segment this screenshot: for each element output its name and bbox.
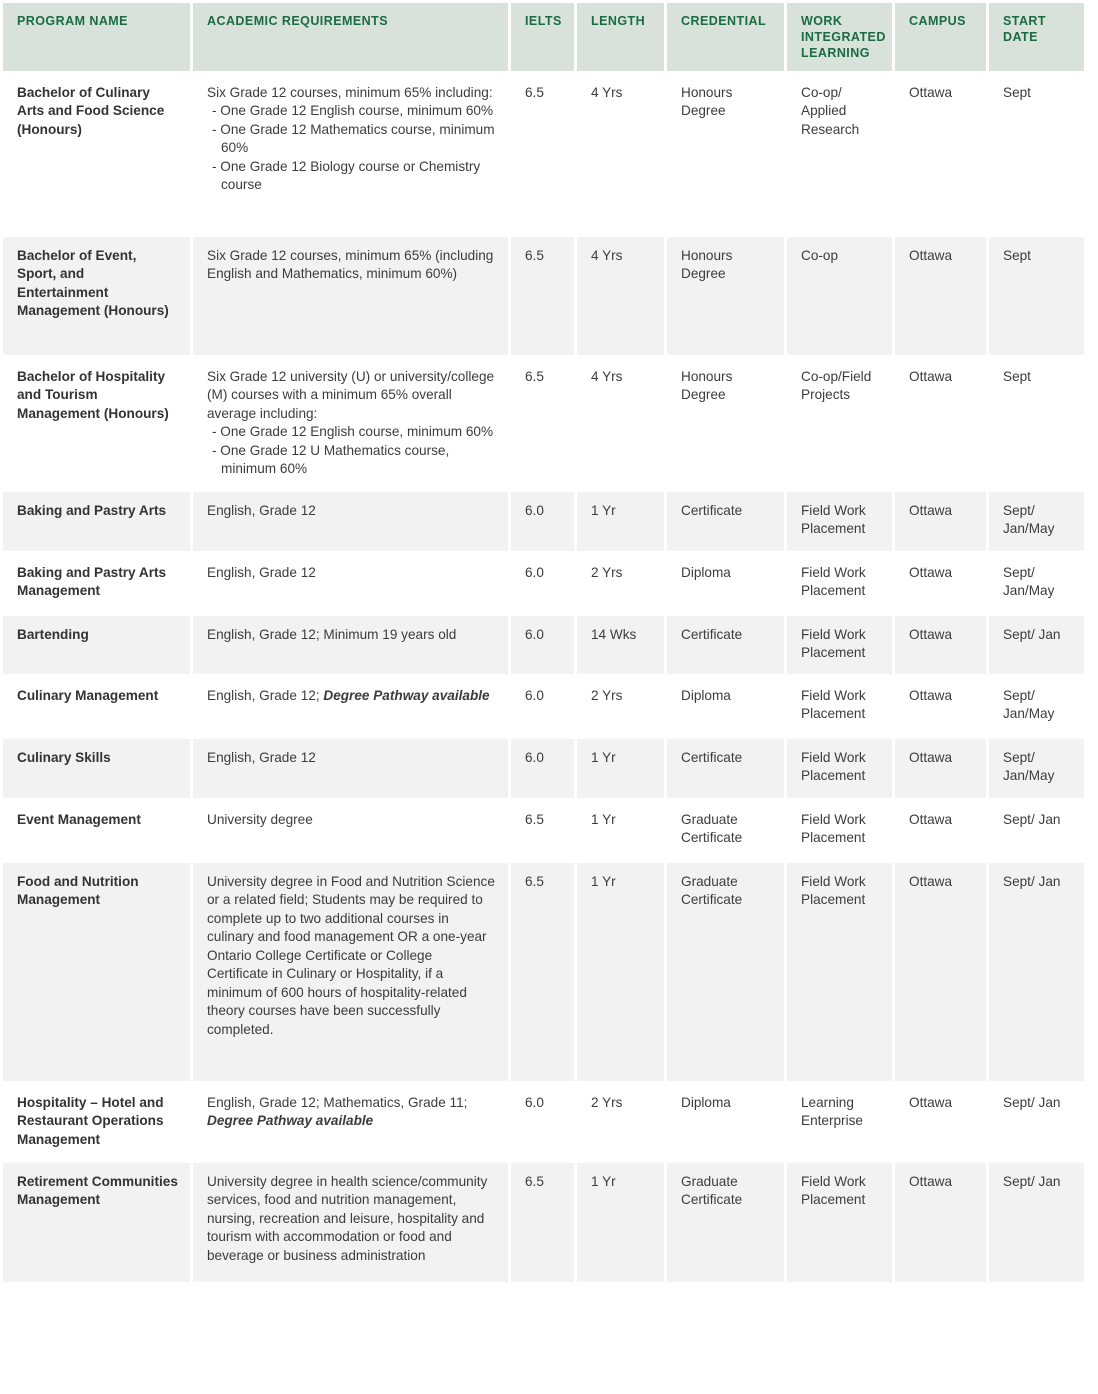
cell-start-date: Sept xyxy=(989,74,1084,234)
column-header-ielts: IELTS xyxy=(511,3,574,71)
column-header-campus: CAMPUS xyxy=(895,3,986,71)
requirements-list xyxy=(207,102,496,194)
cell-ielts: 6.5 xyxy=(511,863,574,1081)
cell-program-name: Baking and Pastry Arts Management xyxy=(3,554,190,613)
cell-academic-requirements xyxy=(193,801,508,860)
cell-campus: Ottawa xyxy=(895,801,986,860)
cell-ielts: 6.5 xyxy=(511,1163,574,1282)
table-row xyxy=(3,677,1084,736)
cell-ielts: 6.0 xyxy=(511,739,574,798)
degree-pathway-note: Degree Pathway available xyxy=(323,687,490,703)
cell-start-date: Sept/ Jan xyxy=(989,801,1084,860)
cell-program-name: Event Management xyxy=(3,801,190,860)
cell-work-integrated-learning: Learning Enterprise xyxy=(787,1084,892,1160)
column-header-work-integrated-learning: WORK INTEGRATED LEARNING xyxy=(787,3,892,71)
cell-work-integrated-learning: Field Work Placement xyxy=(787,739,892,798)
cell-work-integrated-learning: Co-op/Field Projects xyxy=(787,358,892,489)
cell-credential: Certificate xyxy=(667,616,784,674)
cell-length: 1 Yr xyxy=(577,492,664,551)
cell-start-date: Sept/ Jan xyxy=(989,1084,1084,1160)
requirements-list-item: - One Grade 12 English course, minimum 60% xyxy=(212,103,494,119)
cell-work-integrated-learning: Co-op/ Applied Research xyxy=(787,74,892,234)
requirements-text: English, Grade 12 xyxy=(207,502,316,518)
cell-credential: Certificate xyxy=(667,492,784,551)
table-header xyxy=(3,3,1084,71)
cell-ielts: 6.0 xyxy=(511,492,574,551)
cell-start-date: Sept/ Jan xyxy=(989,1163,1084,1282)
cell-program-name: Culinary Management xyxy=(3,677,190,736)
table-row xyxy=(3,863,1084,1081)
cell-ielts: 6.0 xyxy=(511,616,574,674)
cell-program-name: Hospitality – Hotel and Restaurant Operations Management xyxy=(3,1084,190,1160)
cell-academic-requirements xyxy=(193,492,508,551)
cell-length: 1 Yr xyxy=(577,1163,664,1282)
cell-program-name: Food and Nutrition Management xyxy=(3,863,190,1081)
cell-credential: Honours Degree xyxy=(667,237,784,355)
table-row xyxy=(3,1163,1084,1282)
degree-pathway-note: Degree Pathway available xyxy=(207,1113,374,1129)
requirements-text: Six Grade 12 courses, minimum 65% (including English and Mathematics, minimum 60%) xyxy=(207,248,494,282)
cell-campus: Ottawa xyxy=(895,74,986,234)
cell-ielts: 6.5 xyxy=(511,237,574,355)
cell-program-name: Bachelor of Event, Sport, and Entertainment Management (Honours) xyxy=(3,237,190,355)
table-row xyxy=(3,1084,1084,1160)
requirements-list-item: - One Grade 12 Biology course or Chemistry course xyxy=(212,158,481,193)
cell-ielts: 6.5 xyxy=(511,358,574,489)
table-body xyxy=(3,74,1084,1282)
cell-length: 14 Wks xyxy=(577,616,664,674)
table-row xyxy=(3,554,1084,613)
requirements-list-item: - One Grade 12 Mathematics course, minimum 60% xyxy=(212,121,495,156)
cell-length: 4 Yrs xyxy=(577,74,664,234)
cell-start-date: Sept xyxy=(989,237,1084,355)
cell-start-date: Sept/ Jan/May xyxy=(989,677,1084,736)
requirements-text: English, Grade 12 xyxy=(207,564,316,580)
requirements-text: University degree in Food and Nutrition Science or a related field; Students may be required to complete up to two additional courses in culinary and food management OR a one-year Ontario College Certificate or College Certificate in Culinary or Hospitality, if a minimum of 600 hours of hospitality-related theory courses have been successfully completed. xyxy=(207,873,495,1037)
cell-start-date: Sept/ Jan/May xyxy=(989,554,1084,613)
cell-length: 1 Yr xyxy=(577,739,664,798)
requirements-text: University degree xyxy=(207,811,313,827)
cell-start-date: Sept xyxy=(989,358,1084,489)
requirements-text: English, Grade 12; Mathematics, Grade 11; Degree Pathway available xyxy=(207,1094,468,1129)
table-row xyxy=(3,801,1084,860)
cell-academic-requirements xyxy=(193,616,508,674)
table-row xyxy=(3,237,1084,355)
cell-campus: Ottawa xyxy=(895,1163,986,1282)
cell-program-name: Bachelor of Hospitality and Tourism Management (Honours) xyxy=(3,358,190,489)
cell-program-name: Retirement Communities Management xyxy=(3,1163,190,1282)
cell-academic-requirements xyxy=(193,677,508,736)
cell-length: 2 Yrs xyxy=(577,1084,664,1160)
cell-campus: Ottawa xyxy=(895,358,986,489)
cell-academic-requirements xyxy=(193,1084,508,1160)
cell-work-integrated-learning: Co-op xyxy=(787,237,892,355)
cell-start-date: Sept/ Jan/May xyxy=(989,492,1084,551)
cell-program-name: Bartending xyxy=(3,616,190,674)
requirements-text: English, Grade 12; Minimum 19 years old xyxy=(207,626,457,642)
requirements-list-item: - One Grade 12 English course, minimum 60% xyxy=(212,424,494,440)
cell-credential: Honours Degree xyxy=(667,74,784,234)
requirements-text: English, Grade 12; Degree Pathway available xyxy=(207,687,490,703)
cell-ielts: 6.0 xyxy=(511,1084,574,1160)
cell-ielts: 6.0 xyxy=(511,677,574,736)
cell-academic-requirements xyxy=(193,863,508,1081)
cell-work-integrated-learning: Field Work Placement xyxy=(787,677,892,736)
cell-campus: Ottawa xyxy=(895,237,986,355)
cell-length: 1 Yr xyxy=(577,801,664,860)
cell-campus: Ottawa xyxy=(895,739,986,798)
table-row xyxy=(3,616,1084,674)
cell-length: 1 Yr xyxy=(577,863,664,1081)
cell-length: 2 Yrs xyxy=(577,677,664,736)
cell-campus: Ottawa xyxy=(895,554,986,613)
header-row xyxy=(3,3,1084,71)
cell-credential: Certificate xyxy=(667,739,784,798)
cell-work-integrated-learning: Field Work Placement xyxy=(787,863,892,1081)
requirements-text: University degree in health science/community services, food and nutrition management, nursing, recreation and leisure, hospitality and tourism with accommodation or food and beverage or business administration xyxy=(207,1173,488,1263)
cell-credential: Diploma xyxy=(667,554,784,613)
cell-ielts: 6.0 xyxy=(511,554,574,613)
cell-work-integrated-learning: Field Work Placement xyxy=(787,801,892,860)
cell-start-date: Sept/ Jan xyxy=(989,863,1084,1081)
table-row xyxy=(3,74,1084,234)
cell-academic-requirements xyxy=(193,74,508,234)
cell-work-integrated-learning: Field Work Placement xyxy=(787,492,892,551)
requirements-text: Six Grade 12 university (U) or university/college (M) courses with a minimum 65% overall average including: xyxy=(207,369,495,421)
column-header-start-date: START DATE xyxy=(989,3,1084,71)
cell-campus: Ottawa xyxy=(895,616,986,674)
cell-ielts: 6.5 xyxy=(511,74,574,234)
cell-campus: Ottawa xyxy=(895,1084,986,1160)
cell-campus: Ottawa xyxy=(895,677,986,736)
column-header-credential: CREDENTIAL xyxy=(667,3,784,71)
column-header-program-name: PROGRAM NAME xyxy=(3,3,190,71)
cell-ielts: 6.5 xyxy=(511,801,574,860)
cell-credential: Graduate Certificate xyxy=(667,801,784,860)
cell-credential: Graduate Certificate xyxy=(667,1163,784,1282)
cell-program-name: Bachelor of Culinary Arts and Food Science (Honours) xyxy=(3,74,190,234)
column-header-length: LENGTH xyxy=(577,3,664,71)
table-row xyxy=(3,358,1084,489)
cell-credential: Honours Degree xyxy=(667,358,784,489)
requirements-text: English, Grade 12 xyxy=(207,749,316,765)
column-header-academic-requirements: ACADEMIC REQUIREMENTS xyxy=(193,3,508,71)
cell-length: 2 Yrs xyxy=(577,554,664,613)
cell-credential: Diploma xyxy=(667,1084,784,1160)
table-row xyxy=(3,492,1084,551)
cell-credential: Graduate Certificate xyxy=(667,863,784,1081)
cell-credential: Diploma xyxy=(667,677,784,736)
cell-academic-requirements xyxy=(193,237,508,355)
requirements-text: Six Grade 12 courses, minimum 65% including: xyxy=(207,85,493,100)
cell-work-integrated-learning: Field Work Placement xyxy=(787,554,892,613)
cell-program-name: Baking and Pastry Arts xyxy=(3,492,190,551)
cell-length: 4 Yrs xyxy=(577,358,664,489)
cell-start-date: Sept/ Jan xyxy=(989,616,1084,674)
cell-work-integrated-learning: Field Work Placement xyxy=(787,616,892,674)
cell-work-integrated-learning: Field Work Placement xyxy=(787,1163,892,1282)
requirements-list xyxy=(207,423,496,478)
cell-campus: Ottawa xyxy=(895,492,986,551)
cell-academic-requirements xyxy=(193,358,508,489)
cell-start-date: Sept/ Jan/May xyxy=(989,739,1084,798)
cell-academic-requirements xyxy=(193,554,508,613)
cell-academic-requirements xyxy=(193,739,508,798)
requirements-list-item: - One Grade 12 U Mathematics course, minimum 60% xyxy=(212,442,450,477)
cell-program-name: Culinary Skills xyxy=(3,739,190,798)
cell-campus: Ottawa xyxy=(895,863,986,1081)
table-row xyxy=(3,739,1084,798)
cell-length: 4 Yrs xyxy=(577,237,664,355)
cell-academic-requirements xyxy=(193,1163,508,1282)
